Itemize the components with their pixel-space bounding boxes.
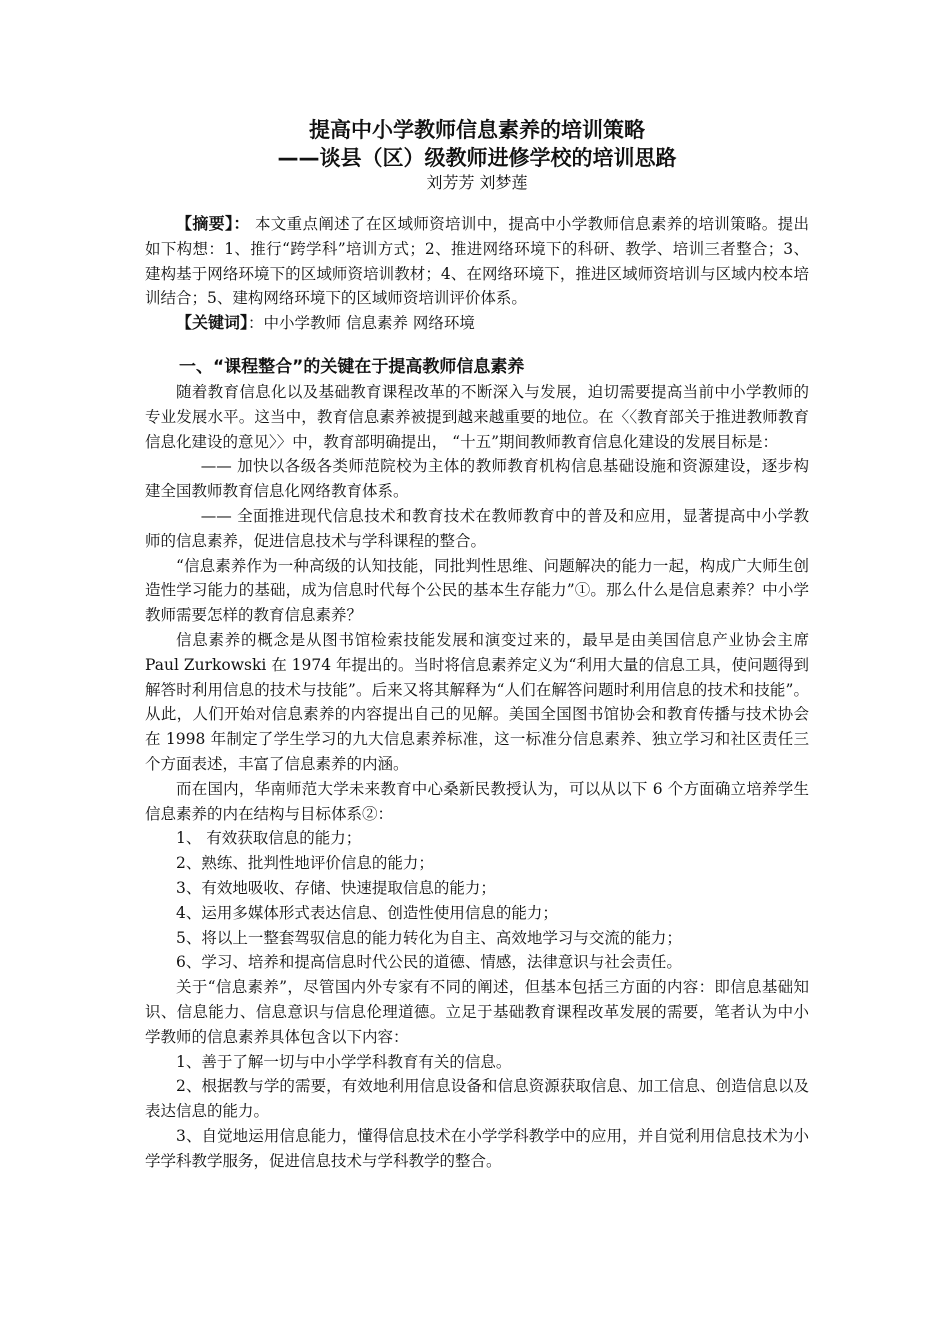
- authors: 刘芳芳 刘梦莲: [426, 173, 528, 192]
- content-item: 3、自觉地运用信息能力，懂得信息技术在小学学科教学中的应用，并自觉利用信息技术为小学学科教学服务，促进信息技术与学科教学的整合。: [145, 1126, 809, 1170]
- paragraph-3: 信息素养的概念是从图书馆检索技能发展和演变过来的，最早是由美国信息产业协会主席 Paul Zurkowski 在 1974 年提出的。当时将信息素养定义为“利用大量的信息工具，使问题得到解答时利用信息的技术与技能”。后来又将其解释为“人们在解答问题时利用信息的技术和技能”。从此，人们开始对信息素养的内容提出自己的见解。美国全国图书馆协会和教育传播与技术协会在 1998 年制定了学生学习的九大信息素养标准，这一标准分信息素养、独立学习和社区责任三个方面表述，丰富了信息素养的内涵。: [145, 630, 809, 773]
- goal-item-2: —— 全面推进现代信息技术和教育技术在教师教育中的普及和应用，显著提高中小学教师的信息素养，促进信息技术与学科课程的整合。: [145, 506, 809, 550]
- keywords-paragraph: [145, 311, 809, 336]
- list-item: 4、运用多媒体形式表达信息、创造性使用信息的能力；: [176, 903, 558, 922]
- document-body: [145, 116, 809, 1173]
- paragraph-2: “信息素养作为一种高级的认知技能，同批判性思维、问题解决的能力一起，构成广大师生创造性学习能力的基础，成为信息时代每个公民的基本生存能力”①。那么什么是信息素养？中小学教师需要怎样的教育信息素养？: [145, 556, 809, 625]
- abstract-label: 【摘要】：: [176, 214, 250, 233]
- list-item: 5、将以上一整套驾驭信息的能力转化为自主、高效地学习与交流的能力；: [176, 928, 682, 947]
- list-item: 1、 有效获取信息的能力；: [176, 829, 362, 848]
- content-item: 2、根据教与学的需要，有效地利用信息设备和信息资源获取信息、加工信息、创造信息以及表达信息的能力。: [145, 1077, 809, 1121]
- keywords-label: 【关键词】: [176, 313, 249, 333]
- abstract-paragraph: [145, 212, 809, 311]
- keywords-text: ：中小学教师 信息素养 网络环境: [248, 314, 475, 333]
- content-item: 1、善于了解一切与中小学学科教育有关的信息。: [176, 1052, 512, 1071]
- goal-item-1: —— 加快以各级各类师范院校为主体的教师教育机构信息基础设施和资源建设，逐步构建全国教师教育信息化网络教育体系。: [145, 457, 809, 501]
- list-item: 3、有效地吸收、存储、快速提取信息的能力；: [176, 878, 496, 897]
- paragraph-5: 关于“信息素养”，尽管国内外专家有不同的阐述，但基本包括三方面的内容：即信息基础知识、信息能力、信息意识与信息伦理道德。立足于基础教育课程改革发展的需要，笔者认为中小学教师的信息素养具体包含以下内容：: [145, 978, 809, 1046]
- paragraph-1: 随着教育信息化以及基础教育课程改革的不断深入与发展，迫切需要提高当前中小学教师的专业发展水平。这当中，教育信息素养被提到越来越重要的地位。在〈〈教育部关于推进教师教育信息化建设的意见〉〉中，教育部明确提出， “十五”期间教师教育信息化建设的发展目标是：: [145, 382, 809, 451]
- paragraph-4: 而在国内，华南师范大学未来教育中心桑新民教授认为，可以从以下 6 个方面确立培养学生信息素养的内在结构与目标体系②：: [145, 779, 809, 823]
- title-line-1: 提高中小学教师信息素养的培训策略: [309, 118, 645, 142]
- list-item: 2、熟练、批判性地评价信息的能力；: [176, 854, 434, 873]
- title-line-2: ——谈县（区）级教师进修学校的培训思路: [277, 146, 677, 170]
- abstract-text: 本文重点阐述了在区域师资培训中，提高中小学教师信息素养的培训策略。提出如下构想：1、推行“跨学科”培训方式；2、推进网络环境下的科研、教学、培训三者整合；3、建构基于网络环境下的区域师资培训教材；4、在网络环境下，推进区域师资培训与区域内校本培训结合；5、建构网络环境下的区域师资培训评价体系。: [145, 215, 809, 308]
- list-item: 6、学习、培养和提高信息时代公民的道德、情感，法律意识与社会责任。: [176, 953, 682, 972]
- section-heading-1: 一、“课程整合”的关键在于提高教师信息素养: [179, 356, 525, 377]
